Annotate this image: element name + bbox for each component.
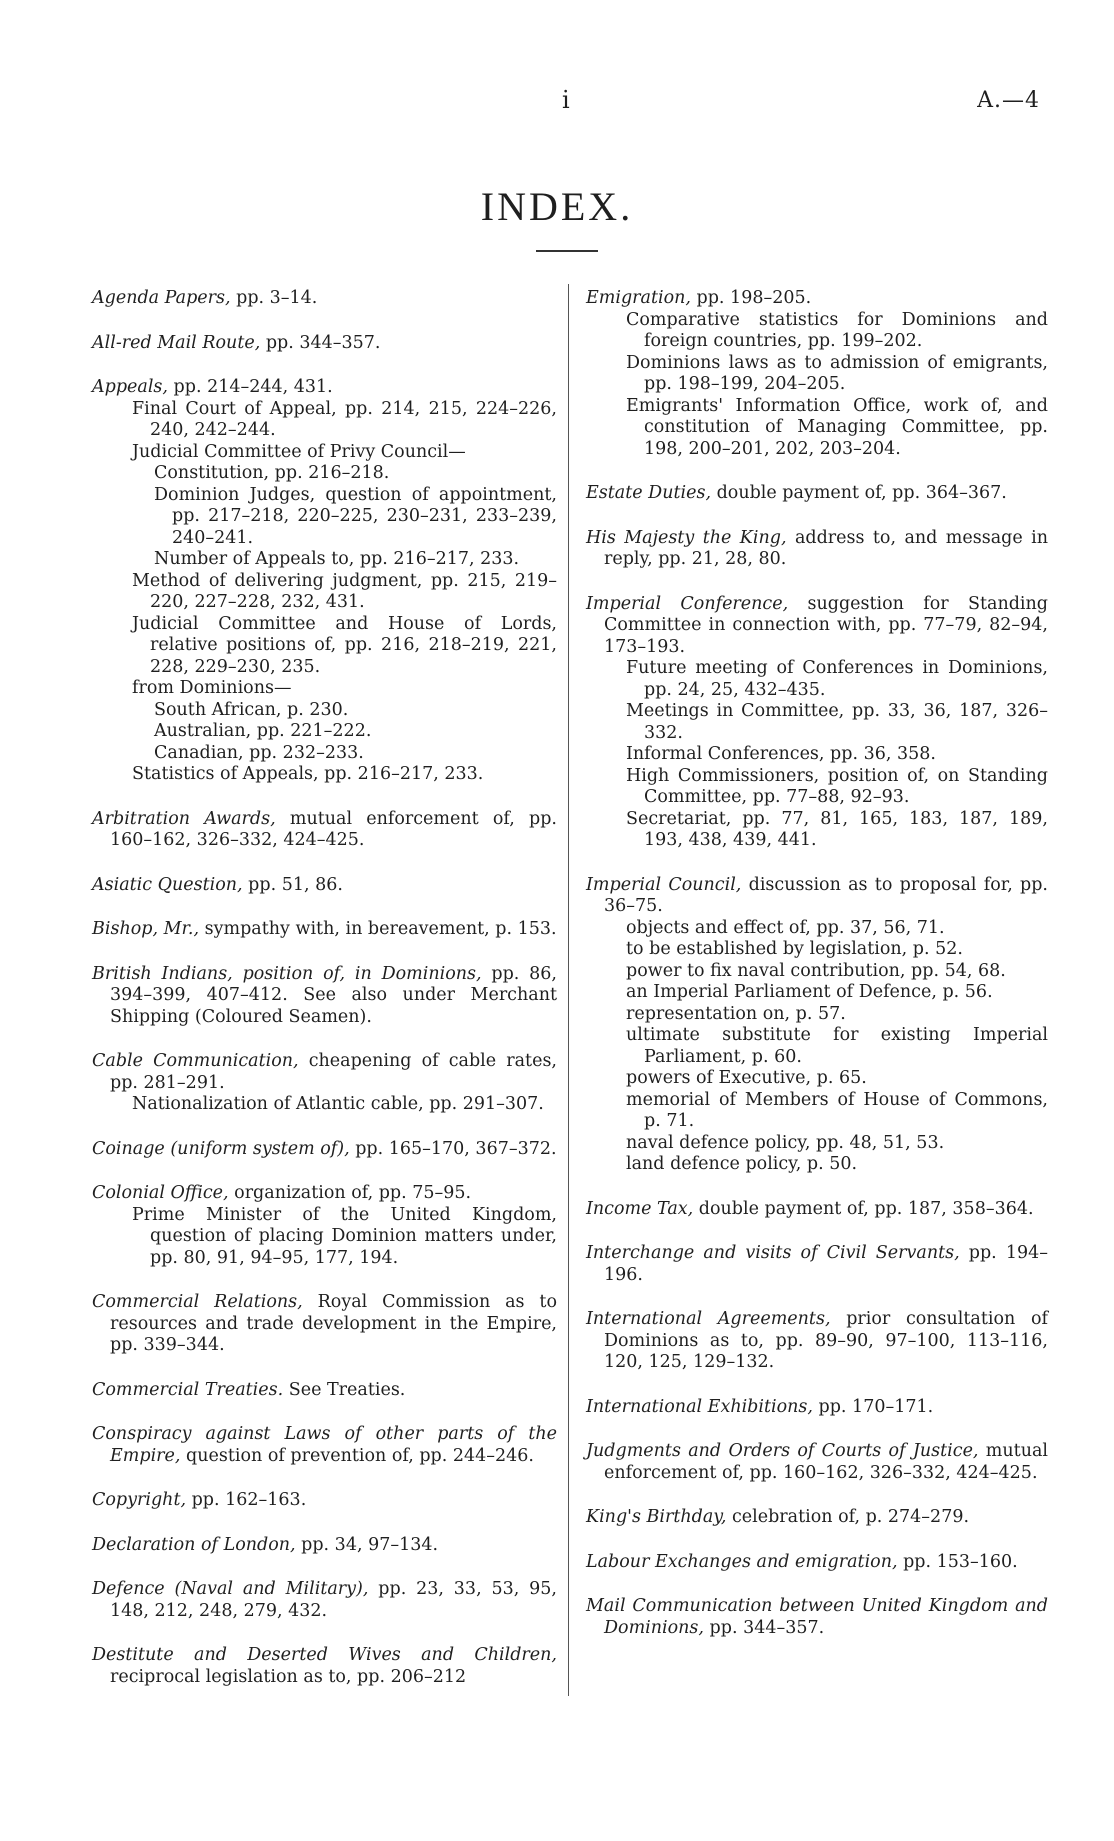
index-entry-heading-line <box>92 809 557 852</box>
page-number: i <box>562 86 570 114</box>
index-entry-text: pp. 162–163. <box>186 1490 307 1510</box>
index-subentry: Final Court of Appeal, pp. 214, 215, 224–226, 240, 242–244. <box>132 398 557 440</box>
index-entry <box>586 483 1048 505</box>
index-entry-heading-line <box>92 1490 557 1512</box>
index-subentry: power to fix naval contribution, pp. 54, 68. <box>626 960 1006 981</box>
index-entry <box>586 1397 1048 1419</box>
index-subentry: naval defence policy, pp. 48, 51, 53. <box>626 1132 945 1153</box>
index-entry-heading-line <box>92 333 557 355</box>
index-entry-text: pp. 194–196. <box>604 1243 1048 1285</box>
index-entry-text: sympathy with, in bereavement, p. 153. <box>199 919 557 939</box>
index-entry <box>586 1199 1048 1221</box>
index-entry <box>586 288 1048 460</box>
index-entry-text: double payment of, pp. 187, 358–364. <box>693 1198 1034 1219</box>
index-entry-heading-line <box>92 288 557 310</box>
index-entry-text: See Treaties. <box>283 1379 406 1400</box>
index-entry-heading: Arbitration Awards, <box>92 808 276 829</box>
index-entry-heading: Destitute and Deserted Wives and Children, <box>92 1645 557 1665</box>
index-entry <box>586 1596 1048 1639</box>
index-subentry: Judicial Committee of Privy Council— <box>132 441 466 462</box>
index-entry-text: cheapening of cable rates, pp. 281–291. <box>110 1051 557 1093</box>
index-entry-heading: Conspiracy against Laws of other parts of the Empire, <box>92 1424 557 1466</box>
index-entry-heading-line <box>586 288 1048 310</box>
index-entry-heading: King's Birthday, <box>586 1507 727 1527</box>
index-entry-heading-line <box>92 875 557 897</box>
index-subentry: representation on, p. 57. <box>626 1003 846 1024</box>
index-entry <box>92 1183 557 1269</box>
index-entry-heading: Commercial Relations, <box>92 1292 303 1312</box>
index-subentry: Future meeting of Conferences in Dominions, pp. 24, 25, 432–435. <box>626 658 1048 700</box>
index-entry-heading: Bishop, Mr., <box>92 919 200 939</box>
index-subentry: Constitution, pp. 216–218. <box>154 463 390 483</box>
index-entry <box>92 288 557 310</box>
index-column-right <box>586 288 1048 1662</box>
index-entry-heading: British Indians, position of, in Dominions, <box>92 963 482 984</box>
index-entry <box>586 1441 1048 1484</box>
index-entry-heading-line <box>92 1292 557 1357</box>
index-entry-heading-line <box>586 1397 1048 1419</box>
index-entry-heading: Appeals, <box>92 377 168 397</box>
index-entry-heading: Estate Duties, <box>586 483 712 503</box>
index-entry-text: pp. 3–14. <box>230 288 318 308</box>
index-entry-heading: Colonial Office, <box>92 1183 229 1203</box>
index-entry-heading: Agenda Papers, <box>92 288 231 308</box>
index-entry <box>92 1139 557 1161</box>
index-entry-heading-line <box>586 1199 1048 1221</box>
index-entry-heading-line <box>92 1424 557 1467</box>
index-subentry: South African, p. 230. <box>154 699 349 720</box>
index-entry <box>92 1380 557 1402</box>
index-subentry: Number of Appeals to, pp. 216–217, 233. <box>154 549 520 569</box>
index-entry-heading-line <box>92 1535 557 1557</box>
index-entry-heading-line <box>92 1183 557 1205</box>
index-entry-heading: Copyright, <box>92 1490 187 1510</box>
index-entry-text: reciprocal legislation as to, pp. 206–212 <box>110 1666 467 1687</box>
index-entry-heading: Declaration of London, <box>92 1534 296 1555</box>
index-entry-heading: Coinage (uniform system of), <box>92 1138 350 1159</box>
index-entry-heading-line <box>586 1596 1048 1639</box>
index-entry-heading: International Agreements, <box>586 1309 831 1329</box>
index-entry-heading-line <box>586 1309 1048 1374</box>
index-entry-heading-line <box>586 1552 1048 1574</box>
index-subentry: Meetings in Committee, pp. 33, 36, 187, 326–332. <box>626 701 1048 743</box>
index-entry-text: organization of, pp. 75–95. <box>228 1183 472 1203</box>
index-entry-text: address to, and message in reply, pp. 21, 28, 80. <box>604 527 1048 569</box>
index-entry-text: double payment of, pp. 364–367. <box>711 483 1007 503</box>
index-entry <box>92 1424 557 1467</box>
index-entry <box>586 528 1048 571</box>
index-subentry: ultimate substitute for existing Imperial Parliament, p. 60. <box>626 1025 1048 1067</box>
index-entry <box>92 1535 557 1557</box>
index-entry-text: pp. 198–205. <box>690 288 812 308</box>
index-entry <box>92 1292 557 1357</box>
index-entry-text: pp. 153–160. <box>897 1551 1018 1572</box>
index-entry-heading-line <box>586 1243 1048 1286</box>
index-entry-heading-line <box>92 1380 557 1402</box>
index-subentry: Australian, pp. 221–222. <box>154 721 372 741</box>
index-column-left <box>92 288 557 1711</box>
index-entry-heading: Asiatic Question, <box>92 874 243 895</box>
index-entry-heading: Cable Communication, <box>92 1051 299 1071</box>
index-entry <box>586 1552 1048 1574</box>
index-subentry: Judicial Committee and House of Lords, relative positions of, pp. 216, 218–219, 221, 228, 229–230, 235. <box>132 613 557 677</box>
index-entry-heading: Income Tax, <box>586 1198 694 1219</box>
page-reference: A.—4 <box>977 88 1040 113</box>
index-entry-heading: International Exhibitions, <box>586 1396 813 1417</box>
index-entry <box>92 1579 557 1622</box>
index-entry-heading-line <box>586 1507 1048 1529</box>
index-subentry: Nationalization of Atlantic cable, pp. 291–307. <box>132 1094 544 1114</box>
index-entry <box>586 594 1048 852</box>
index-entry <box>586 1309 1048 1374</box>
column-divider <box>568 284 569 1696</box>
index-entry-heading: Defence (Naval and Military), <box>92 1579 369 1599</box>
title-underline <box>536 250 598 252</box>
index-entry-text: pp. 86, 394–399, 407–412. See also under Merchant Shipping (Coloured Seamen). <box>110 963 557 1027</box>
page-title: INDEX. <box>480 184 634 229</box>
index-subentry: High Commissioners, position of, on Standing Committee, pp. 77–88, 92–93. <box>626 765 1048 807</box>
index-subentry: from Dominions— <box>132 678 292 698</box>
index-entry-text: pp. 165–170, 367–372. <box>349 1138 557 1159</box>
index-entry <box>92 809 557 852</box>
index-subentry: Prime Minister of the United Kingdom, question of placing Dominion matters under, pp. 80, 91, 94–95, 177, 194. <box>132 1204 557 1268</box>
index-entry-heading: All-red Mail Route, <box>92 332 261 353</box>
index-subentry: Canadian, pp. 232–233. <box>154 742 364 763</box>
index-entry-heading-line <box>92 919 557 941</box>
index-entry-heading-line <box>92 1645 557 1688</box>
index-entry-heading-line <box>586 594 1048 659</box>
index-entry-heading: Labour Exchanges and emigration, <box>586 1551 898 1572</box>
index-entry-heading: Imperial Council, <box>586 874 742 895</box>
index-subentry: Method of delivering judgment, pp. 215, 219–220, 227–228, 232, 431. <box>132 570 557 612</box>
index-entry-text: Royal Commission as to resources and trade development in the Empire, pp. 339–344. <box>110 1292 557 1355</box>
index-entry-text: pp. 51, 86. <box>242 874 343 895</box>
index-entry-heading-line <box>586 875 1048 918</box>
index-entry <box>92 919 557 941</box>
index-entry-heading: Commercial Treaties. <box>92 1379 284 1400</box>
index-subentry: Statistics of Appeals, pp. 216–217, 233. <box>132 764 484 784</box>
index-entry-text: mutual enforcement of, pp. 160–162, 326–332, 424–425. <box>604 1441 1049 1483</box>
index-entry-text: pp. 214–244, 431. <box>167 377 333 397</box>
index-entry-heading: Mail Communication between United Kingdom and Dominions, <box>586 1596 1048 1638</box>
index-subentry: to be established by legislation, p. 52. <box>626 939 963 959</box>
index-entry <box>92 875 557 897</box>
index-entry <box>586 875 1048 1176</box>
index-entry-heading: Interchange and visits of Civil Servants, <box>586 1243 960 1263</box>
index-entry-text: pp. 34, 97–134. <box>295 1534 439 1555</box>
index-entry-heading-line <box>92 1051 557 1094</box>
index-entry-heading: Judgments and Orders of Courts of Justice, <box>586 1441 979 1461</box>
index-entry-text: pp. 344–357. <box>703 1617 825 1638</box>
index-subentry: Dominions laws as to admission of emigrants, pp. 198–199, 204–205. <box>626 352 1048 394</box>
index-entry <box>92 964 557 1029</box>
index-entry-heading: His Majesty the King, <box>586 527 787 548</box>
index-subentry: Secretariat, pp. 77, 81, 165, 183, 187, 189, 193, 438, 439, 441. <box>626 808 1048 850</box>
index-entry-text: pp. 170–171. <box>812 1396 934 1417</box>
index-entry-heading: Emigration, <box>586 288 691 308</box>
index-entry-heading-line <box>92 964 557 1029</box>
index-entry-text: question of prevention of, pp. 244–246. <box>180 1445 534 1466</box>
index-subentry: memorial of Members of House of Commons, p. 71. <box>626 1089 1048 1131</box>
index-entry <box>92 1490 557 1512</box>
index-entry-heading-line <box>586 483 1048 505</box>
index-entry <box>92 333 557 355</box>
index-entry <box>92 1051 557 1116</box>
index-subentry: Dominion Judges, question of appointment, pp. 217–218, 220–225, 230–231, 233–239, 240–241. <box>154 484 557 548</box>
index-entry-text: mutual enforcement of, pp. 160–162, 326–332, 424–425. <box>110 808 557 850</box>
index-entry <box>586 1507 1048 1529</box>
index-entry-text: pp. 23, 33, 53, 95, 148, 212, 248, 279, 432. <box>110 1579 557 1621</box>
index-subentry: land defence policy, p. 50. <box>626 1154 858 1174</box>
index-entry-text: discussion as to proposal for, pp. 36–75. <box>604 874 1048 916</box>
index-subentry: objects and effect of, pp. 37, 56, 71. <box>626 917 945 938</box>
index-entry <box>92 377 557 786</box>
index-entry-text: suggestion for Standing Committee in connection with, pp. 77–79, 82–94, 173–193. <box>604 593 1048 657</box>
index-entry-text: pp. 344–357. <box>260 332 381 353</box>
index-subentry: Emigrants' Information Office, work of, and constitution of Managing Committee, pp. 198, 200–201, 202, 203–204. <box>626 395 1048 459</box>
index-entry <box>92 1645 557 1688</box>
index-entry-heading-line <box>586 1441 1048 1484</box>
index-entry-text: celebration of, p. 274–279. <box>726 1507 970 1527</box>
index-entry-heading-line <box>92 1139 557 1161</box>
index-entry <box>586 1243 1048 1286</box>
index-subentry: powers of Executive, p. 65. <box>626 1068 867 1088</box>
index-entry-text: prior consultation of Dominions as to, pp. 89–90, 97–100, 113–116, 120, 125, 129–132. <box>604 1309 1048 1372</box>
index-subentry: an Imperial Parliament of Defence, p. 56. <box>626 982 993 1002</box>
index-entry-heading: Imperial Conference, <box>586 593 789 614</box>
index-subentry: Comparative statistics for Dominions and foreign countries, pp. 199–202. <box>626 309 1048 351</box>
index-subentry: Informal Conferences, pp. 36, 358. <box>626 744 936 764</box>
index-entry-heading-line <box>586 528 1048 571</box>
index-entry-heading-line <box>92 377 557 399</box>
index-entry-heading-line <box>92 1579 557 1622</box>
